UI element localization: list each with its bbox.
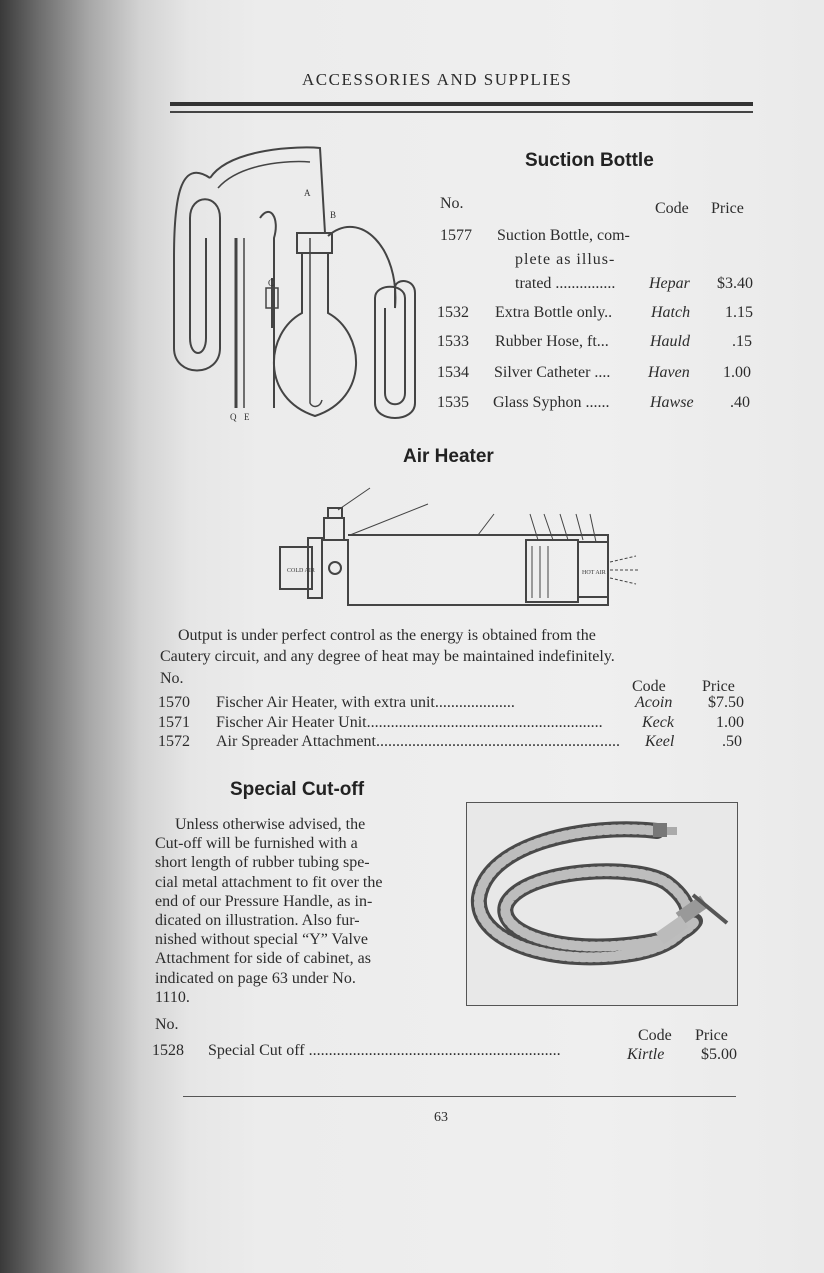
label-e: E: [244, 412, 250, 422]
paragraph-line: end of our Pressure Handle, as in-: [155, 892, 373, 910]
air-heater-item-code: Keck: [642, 714, 674, 731]
air-heater-item-no: 1571: [158, 714, 190, 731]
paragraph-line: indicated on page 63 under No.: [155, 969, 356, 987]
suction-item-code: Haven: [648, 364, 690, 381]
paragraph-line: dicated on illustration. Also fur-: [155, 912, 360, 930]
suction-item-desc: Rubber Hose, ft...: [495, 333, 609, 350]
suction-col-no: No.: [440, 195, 464, 212]
header-rule-thin: [170, 111, 753, 113]
air-heater-item-price: 1.00: [716, 714, 744, 731]
suction-bottle-illustration: [170, 138, 420, 423]
paragraph-line: Unless otherwise advised, the: [175, 816, 366, 833]
suction-item-price: .40: [730, 394, 750, 411]
suction-item-price: $3.40: [717, 275, 753, 292]
hot-air-label: HOT AIR: [582, 570, 606, 576]
air-heater-item-desc: Fischer Air Heater Unit...........................................................: [216, 714, 603, 731]
cutoff-item-desc: Special Cut off ...............................................................: [208, 1042, 561, 1059]
cutoff-item-no: 1528: [152, 1042, 184, 1059]
air-heater-item-no: 1570: [158, 694, 190, 711]
suction-item-no: 1577: [440, 227, 472, 244]
braided-tube-image: [467, 803, 737, 1005]
suction-item-no: 1532: [437, 304, 469, 321]
air-heater-col-code: Code: [632, 678, 666, 695]
suction-item-desc-line: plete as illus-: [515, 251, 616, 268]
suction-item-desc: Extra Bottle only..: [495, 304, 613, 321]
cutoff-photo: [466, 802, 738, 1006]
suction-item-desc: Glass Syphon ......: [493, 394, 610, 411]
air-heater-illustration: [268, 480, 648, 615]
suction-item-desc-line: trated ...............: [515, 275, 616, 292]
air-heater-col-no: No.: [160, 670, 184, 687]
suction-item-desc: Silver Catheter ....: [494, 364, 611, 381]
suction-item-desc-line: Suction Bottle, com-: [497, 227, 630, 244]
special-cutoff-paragraph: [155, 815, 447, 1007]
suction-item-no: 1535: [437, 394, 469, 411]
paragraph-line: cial metal attachment to fit over the: [155, 873, 383, 891]
air-heater-col-price: Price: [702, 678, 735, 695]
running-head: ACCESSORIES AND SUPPLIES: [302, 70, 573, 89]
header-rule: [170, 102, 753, 106]
cutoff-item-code: Kirtle: [627, 1046, 665, 1063]
paragraph-line: nished without special “Y” Valve: [155, 931, 368, 949]
suction-bottle-title: Suction Bottle: [525, 150, 654, 171]
page-number: 63: [434, 1110, 448, 1125]
cold-air-label: COLD AIR: [287, 568, 315, 574]
suction-item-price: 1.00: [723, 364, 751, 381]
air-heater-description-line: Output is under perfect control as the energy is obtained from the: [178, 627, 596, 644]
paragraph-line: Attachment for side of cabinet, as: [155, 950, 371, 968]
air-heater-item-code: Keel: [645, 733, 675, 750]
label-a: A: [304, 188, 311, 198]
cutoff-col-price: Price: [695, 1027, 728, 1044]
suction-item-code: Hawse: [650, 394, 694, 411]
air-heater-item-price: $7.50: [708, 694, 744, 711]
suction-item-code: Hatch: [651, 304, 691, 321]
paragraph-line: 1110.: [155, 988, 190, 1006]
suction-item-no: 1534: [437, 364, 469, 381]
air-heater-title: Air Heater: [403, 446, 494, 467]
suction-col-price: Price: [711, 200, 744, 217]
air-heater-item-no: 1572: [158, 733, 190, 750]
suction-item-code: Hepar: [649, 275, 690, 292]
paragraph-line: short length of rubber tubing spe-: [155, 854, 370, 872]
label-b: B: [330, 210, 337, 220]
suction-item-price: .15: [732, 333, 752, 350]
suction-item-code: Hauld: [650, 333, 690, 350]
cutoff-col-code: Code: [638, 1027, 672, 1044]
paragraph-line: Cut-off will be furnished with a: [155, 835, 358, 853]
air-heater-item-desc: Air Spreader Attachment.............................................................: [216, 733, 620, 750]
label-c: C: [268, 278, 275, 288]
suction-item-no: 1533: [437, 333, 469, 350]
cutoff-item-price: $5.00: [701, 1046, 737, 1063]
suction-col-code: Code: [655, 200, 689, 217]
air-heater-item-price: .50: [722, 733, 742, 750]
suction-item-price: 1.15: [725, 304, 753, 321]
cutoff-col-no: No.: [155, 1016, 179, 1033]
air-heater-item-code: Acoin: [635, 694, 673, 711]
air-heater-item-desc: Fischer Air Heater, with extra unit....................: [216, 694, 515, 711]
label-q: Q: [230, 412, 237, 422]
air-heater-description-line: Cautery circuit, and any degree of heat may be maintained indefinitely.: [160, 648, 615, 665]
special-cutoff-title: Special Cut-off: [230, 779, 365, 800]
footer-rule: [183, 1096, 736, 1097]
